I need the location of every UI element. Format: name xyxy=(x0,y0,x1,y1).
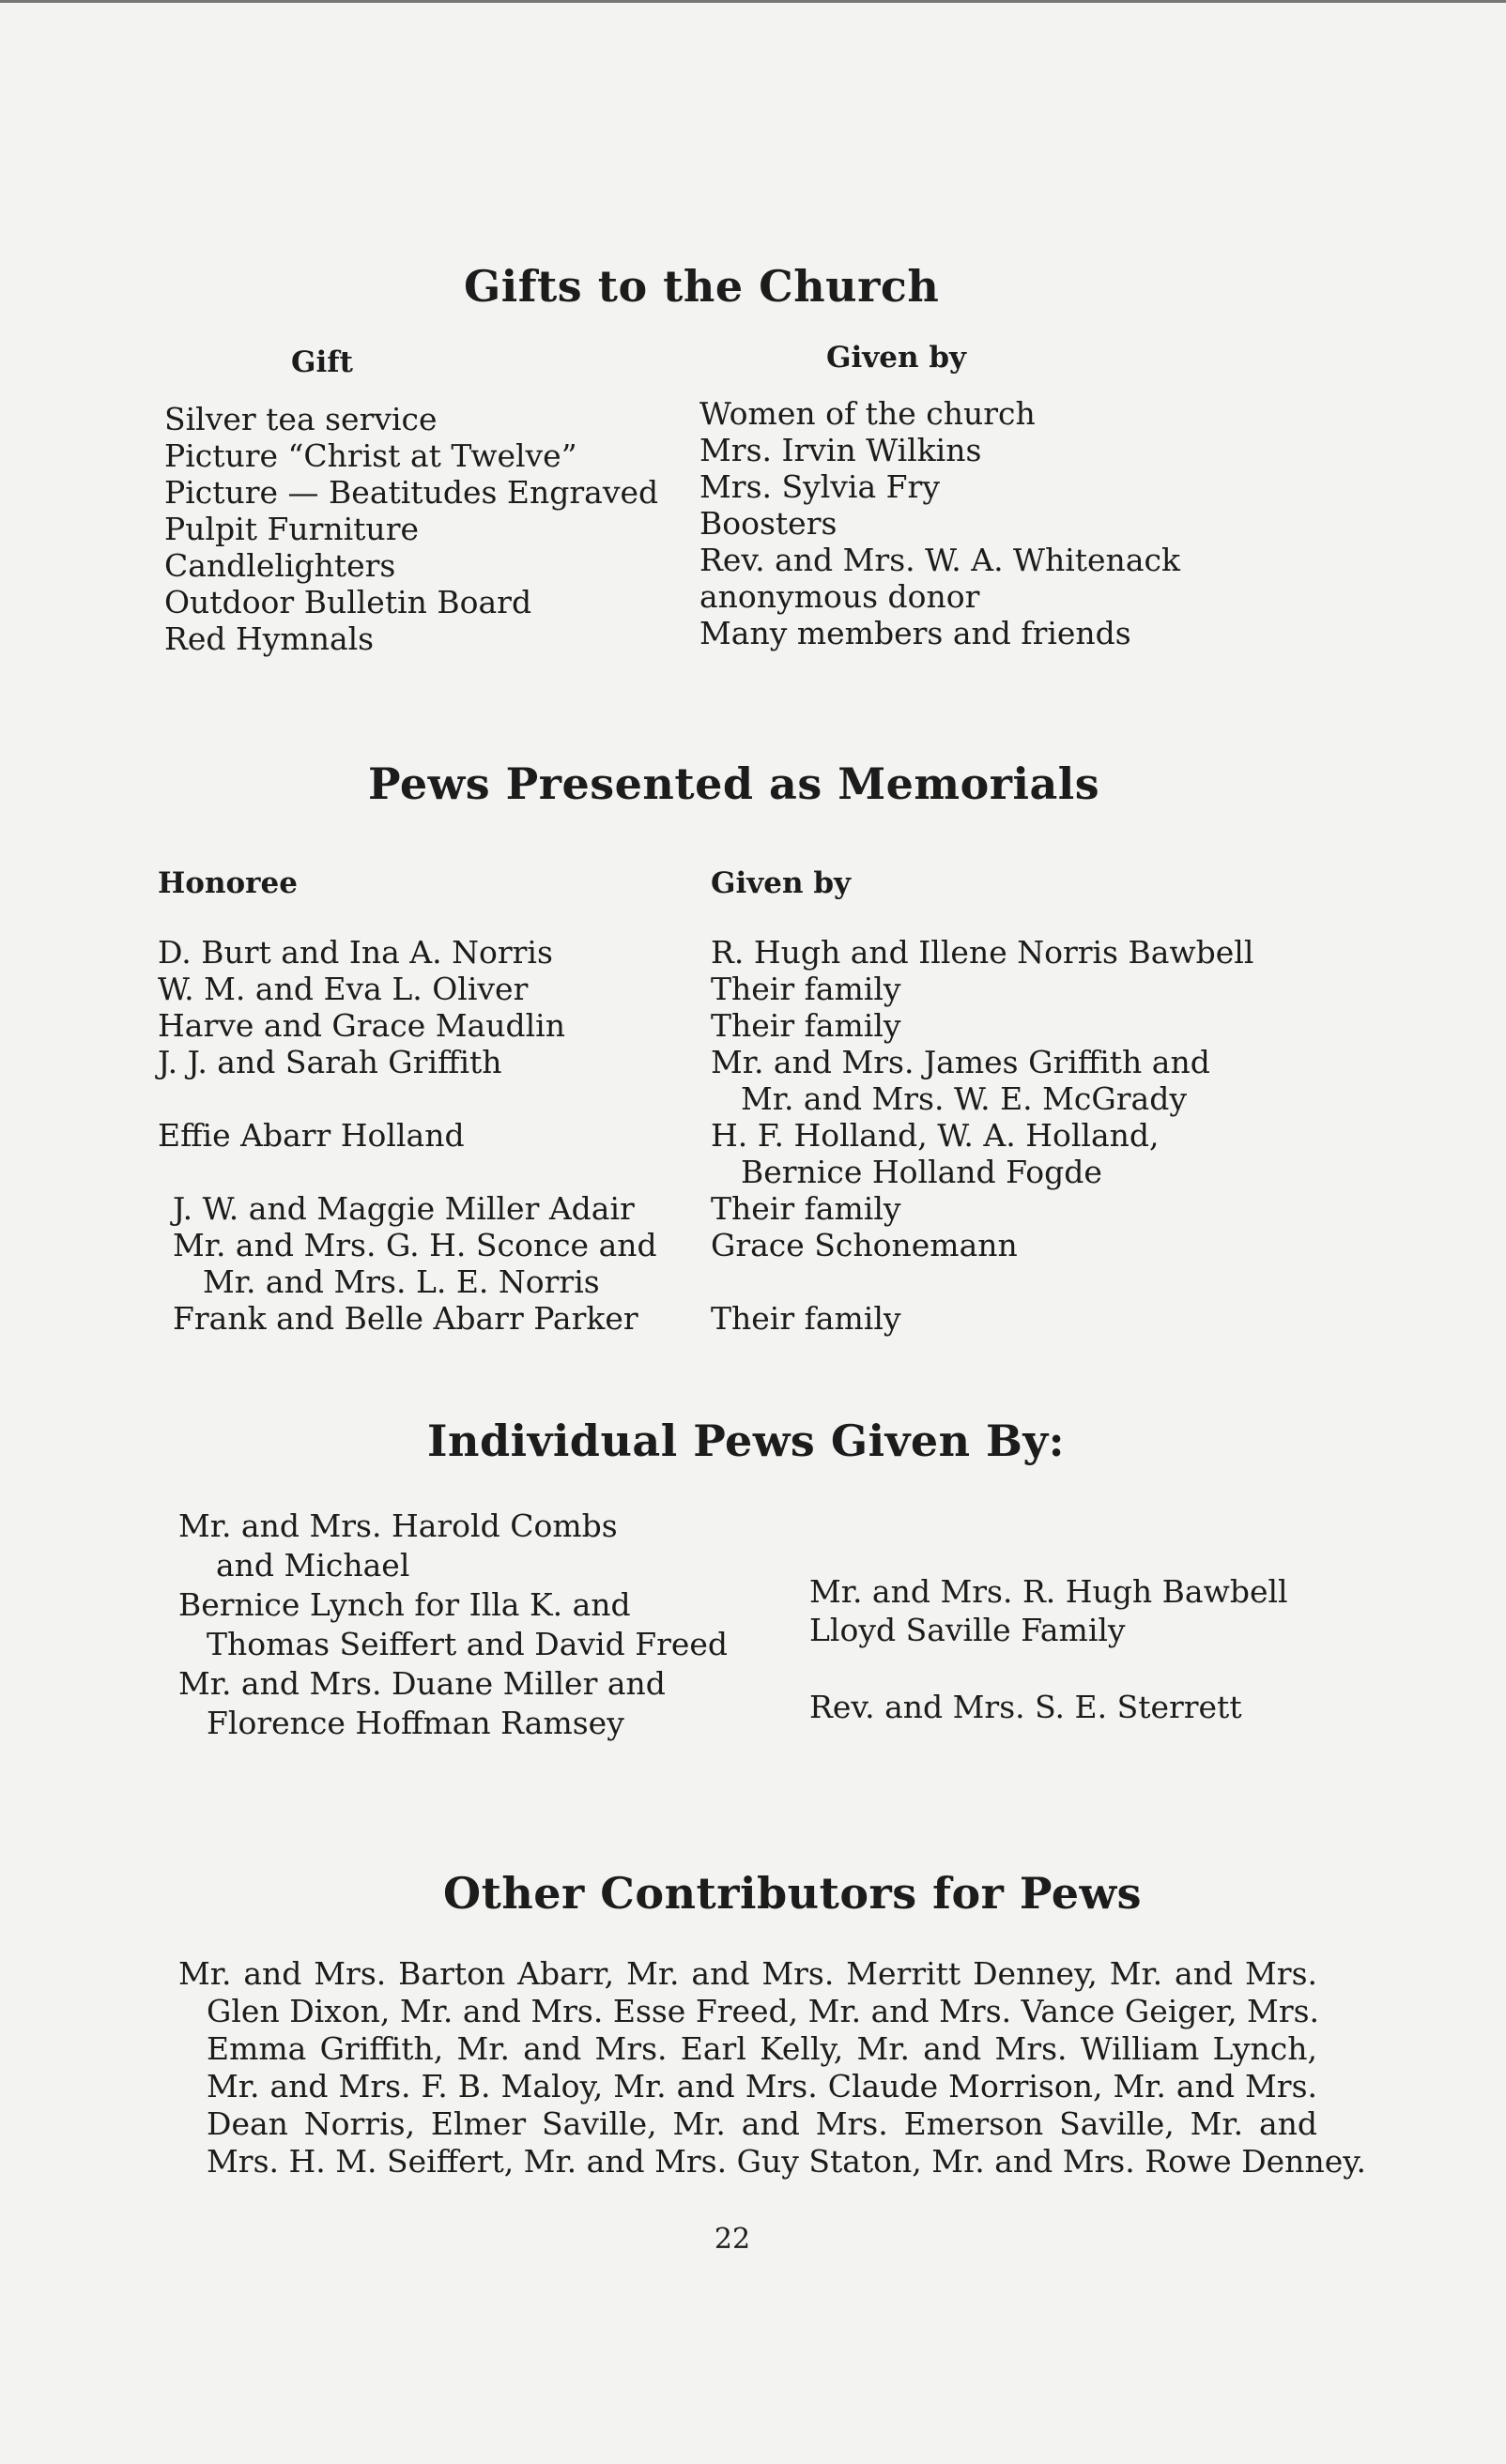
top-edge-rule xyxy=(0,0,1506,3)
gift-item: Red Hymnals xyxy=(164,620,375,657)
paragraph-line: Mr. and Mrs. F. B. Maloy, Mr. and Mrs. Claude Morrison, Mr. and Mrs. xyxy=(207,2068,1317,2104)
honoree-item: Harve and Grace Maudlin xyxy=(158,1007,565,1044)
individual-giver: and Michael xyxy=(216,1547,410,1584)
paragraph-line: Dean Norris, Elmer Saville, Mr. and Mrs. Emerson Saville, Mr. and xyxy=(207,2105,1317,2142)
individual-left-list xyxy=(178,1507,728,1743)
honoree-column-header: Honoree xyxy=(158,866,298,900)
memorial-giver: Their family xyxy=(711,1190,901,1227)
memorials-heading: Pews Presented as Memorials xyxy=(368,758,1100,809)
individual-giver: Florence Hoffman Ramsey xyxy=(207,1705,624,1741)
individual-giver: Bernice Lynch for Illa K. and xyxy=(178,1586,631,1623)
individual-giver: Mr. and Mrs. R. Hugh Bawbell xyxy=(809,1573,1288,1610)
individual-giver: Mr. and Mrs. Harold Combs xyxy=(178,1507,618,1544)
memorial-giver: H. F. Holland, W. A. Holland, xyxy=(711,1117,1160,1154)
memorial-giver: Their family xyxy=(711,971,901,1007)
gift-giver: Rev. and Mrs. W. A. Whitenack xyxy=(699,542,1180,578)
memorials-given-by-column-header: Given by xyxy=(711,866,852,900)
individual-giver: Rev. and Mrs. S. E. Sterrett xyxy=(809,1689,1242,1725)
paragraph-line: Mr. and Mrs. Barton Abarr, Mr. and Mrs. Merritt Denney, Mr. and Mrs. xyxy=(178,1955,1317,1992)
honoree-item: Frank and Belle Abarr Parker xyxy=(173,1300,638,1337)
gift-item: Picture “Christ at Twelve” xyxy=(164,437,577,474)
gift-item: Silver tea service xyxy=(164,401,438,437)
memorial-givers-list xyxy=(711,934,1253,1337)
honoree-item: J. W. and Maggie Miller Adair xyxy=(173,1190,635,1227)
other-contributors-paragraph xyxy=(178,1955,1366,2181)
gift-item: Candlelighters xyxy=(164,547,396,584)
individual-giver: Mr. and Mrs. Duane Miller and xyxy=(178,1665,666,1702)
other-contributors-heading: Other Contributors for Pews xyxy=(443,1868,1142,1919)
gift-giver: Many members and friends xyxy=(699,615,1131,651)
memorial-giver: Their family xyxy=(711,1300,901,1337)
paragraph-line: Glen Dixon, Mr. and Mrs. Esse Freed, Mr. and Mrs. Vance Geiger, Mrs. xyxy=(207,1993,1320,2029)
gift-givers-list xyxy=(699,395,1180,651)
individual-giver: Thomas Seiffert and David Freed xyxy=(207,1626,729,1662)
gift-giver: anonymous donor xyxy=(699,578,980,615)
honoree-item: W. M. and Eva L. Oliver xyxy=(158,971,529,1007)
honoree-item: Mr. and Mrs. G. H. Sconce and xyxy=(173,1227,657,1263)
individual-giver: Lloyd Saville Family xyxy=(809,1612,1126,1648)
honoree-item: Mr. and Mrs. L. E. Norris xyxy=(203,1263,600,1300)
page-number: 22 xyxy=(714,2223,751,2256)
gift-giver: Mrs. Irvin Wilkins xyxy=(699,432,982,468)
honoree-item: D. Burt and Ina A. Norris xyxy=(158,934,553,971)
gift-items-list xyxy=(164,401,658,657)
paragraph-line: Mrs. H. M. Seiffert, Mr. and Mrs. Guy Staton, Mr. and Mrs. Rowe Denney. xyxy=(207,2143,1366,2180)
individual-pews-heading: Individual Pews Given By: xyxy=(427,1416,1066,1466)
gift-item: Pulpit Furniture xyxy=(164,511,419,547)
memorial-giver: Mr. and Mrs. W. E. McGrady xyxy=(741,1080,1187,1117)
gift-item: Picture — Beatitudes Engraved xyxy=(164,474,659,511)
gifts-given-by-column-header: Given by xyxy=(826,341,967,375)
gift-item: Outdoor Bulletin Board xyxy=(164,584,532,620)
gift-giver: Women of the church xyxy=(699,395,1036,432)
honorees-list xyxy=(158,934,657,1337)
individual-right-list xyxy=(809,1572,1288,1726)
gift-column-header: Gift xyxy=(291,345,353,379)
honoree-item: J. J. and Sarah Griffith xyxy=(158,1044,502,1080)
gift-giver: Boosters xyxy=(699,505,838,542)
memorial-giver: Grace Schonemann xyxy=(711,1227,1018,1263)
paragraph-line: Emma Griffith, Mr. and Mrs. Earl Kelly, Mr. and Mrs. William Lynch, xyxy=(207,2030,1317,2067)
honoree-item: Effie Abarr Holland xyxy=(158,1117,465,1154)
memorial-giver: Their family xyxy=(711,1007,901,1044)
memorial-giver: R. Hugh and Illene Norris Bawbell xyxy=(711,934,1254,971)
gifts-heading: Gifts to the Church xyxy=(464,261,940,312)
memorial-giver: Bernice Holland Fogde xyxy=(741,1154,1102,1190)
memorial-giver: Mr. and Mrs. James Griffith and xyxy=(711,1044,1210,1080)
gift-giver: Mrs. Sylvia Fry xyxy=(699,468,940,505)
